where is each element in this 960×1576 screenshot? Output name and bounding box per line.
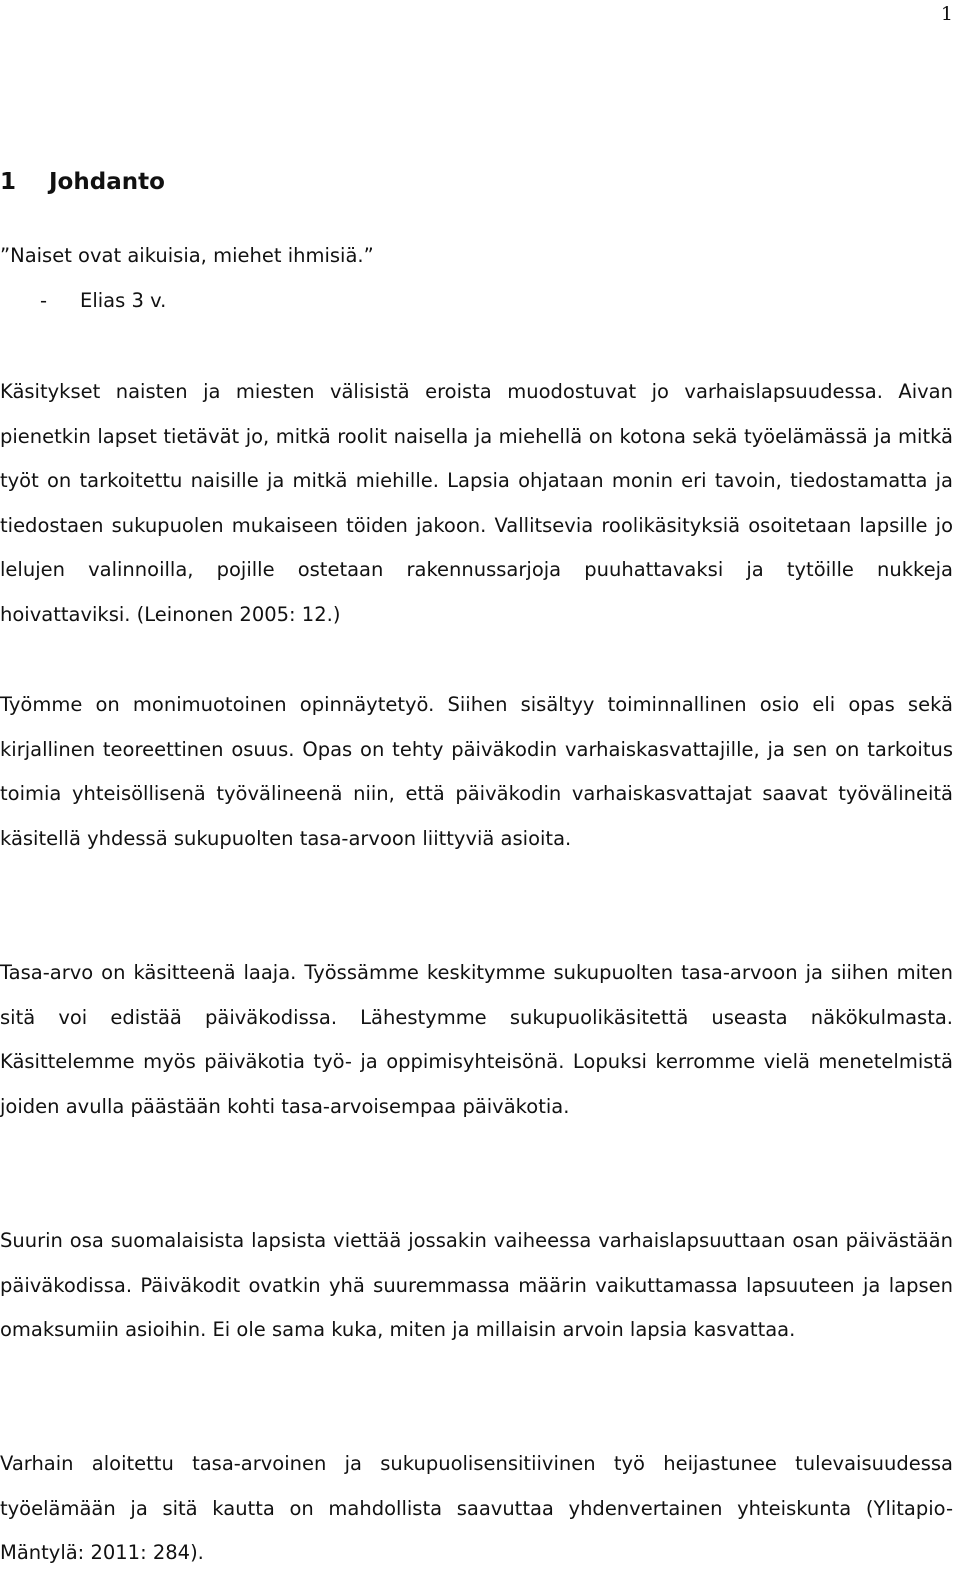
epigraph-author xyxy=(0,288,166,314)
section-title: Johdanto xyxy=(49,169,165,195)
page-number: 1 xyxy=(940,3,953,25)
paragraph-4: Suurin osa suomalaisista lapsista viettää jossakin vaiheessa varhaislapsuuttaan osan päivästään päiväkodissa. Päiväkodit ovatkin yhä suuremmassa määrin vaikuttamassa lapsuuteen ja lapsen omaksumiin asioihin. Ei ole sama kuka, miten ja millaisin arvoin lapsia kasvattaa. xyxy=(0,1229,953,1342)
section-heading xyxy=(0,167,165,197)
epigraph-author-name: Elias 3 v. xyxy=(80,289,167,312)
paragraph-3: Tasa-arvo on käsitteenä laaja. Työssämme keskitymme sukupuolten tasa-arvoon ja siihen miten sitä voi edistää päiväkodissa. Lähestymme sukupuolikäsitettä useasta näkökulmasta. Käsittelemme myös päiväkotia työ- ja oppimisyhteisönä. Lopuksi kerromme vielä menetelmistä joiden avulla päästään kohti tasa-arvoisempaa päiväkotia. xyxy=(0,961,953,1118)
epigraph-dash: - xyxy=(40,289,48,312)
paragraph-1: Käsitykset naisten ja miesten välisistä eroista muodostuvat jo varhaislapsuudessa. Aivan pienetkin lapset tietävät jo, mitkä roolit naisella ja miehellä on kotona sekä työelämässä ja mitkä työt on tarkoitettu naisille ja mitkä miehille. Lapsia ohjataan monin eri tavoin, tiedostamatta ja tiedostaen sukupuolen mukaiseen töiden jakoon. Vallitsevia roolikäsityksiä osoitetaan lapsille jo lelujen valinnoilla, pojille ostetaan rakennussarjoja puuhattavaksi ja tytöille nukkeja hoivattaviksi. (Leinonen 2005: 12.) xyxy=(0,380,953,626)
paragraph-2: Työmme on monimuotoinen opinnäytetyö. Siihen sisältyy toiminnallinen osio eli opas sekä kirjallinen teoreettinen osuus. Opas on tehty päiväkodin varhaiskasvattajille, ja sen on tarkoitus toimia yhteisöllisenä työvälineenä niin, että päiväkodin varhaiskasvattajat saavat työvälineitä käsitellä yhdessä sukupuolten tasa-arvoon liittyviä asioita. xyxy=(0,693,953,850)
section-number: 1 xyxy=(0,169,17,195)
epigraph-quote: ”Naiset ovat aikuisia, miehet ihmisiä.” xyxy=(0,244,374,267)
paragraph-5: Varhain aloitettu tasa-arvoinen ja sukupuolisensitiivinen työ heijastunee tulevaisuudessa työelämään ja sitä kautta on mahdollista saavuttaa yhdenvertainen yhteiskunta (Ylitapio-Mäntylä: 2011: 284). xyxy=(0,1452,953,1565)
